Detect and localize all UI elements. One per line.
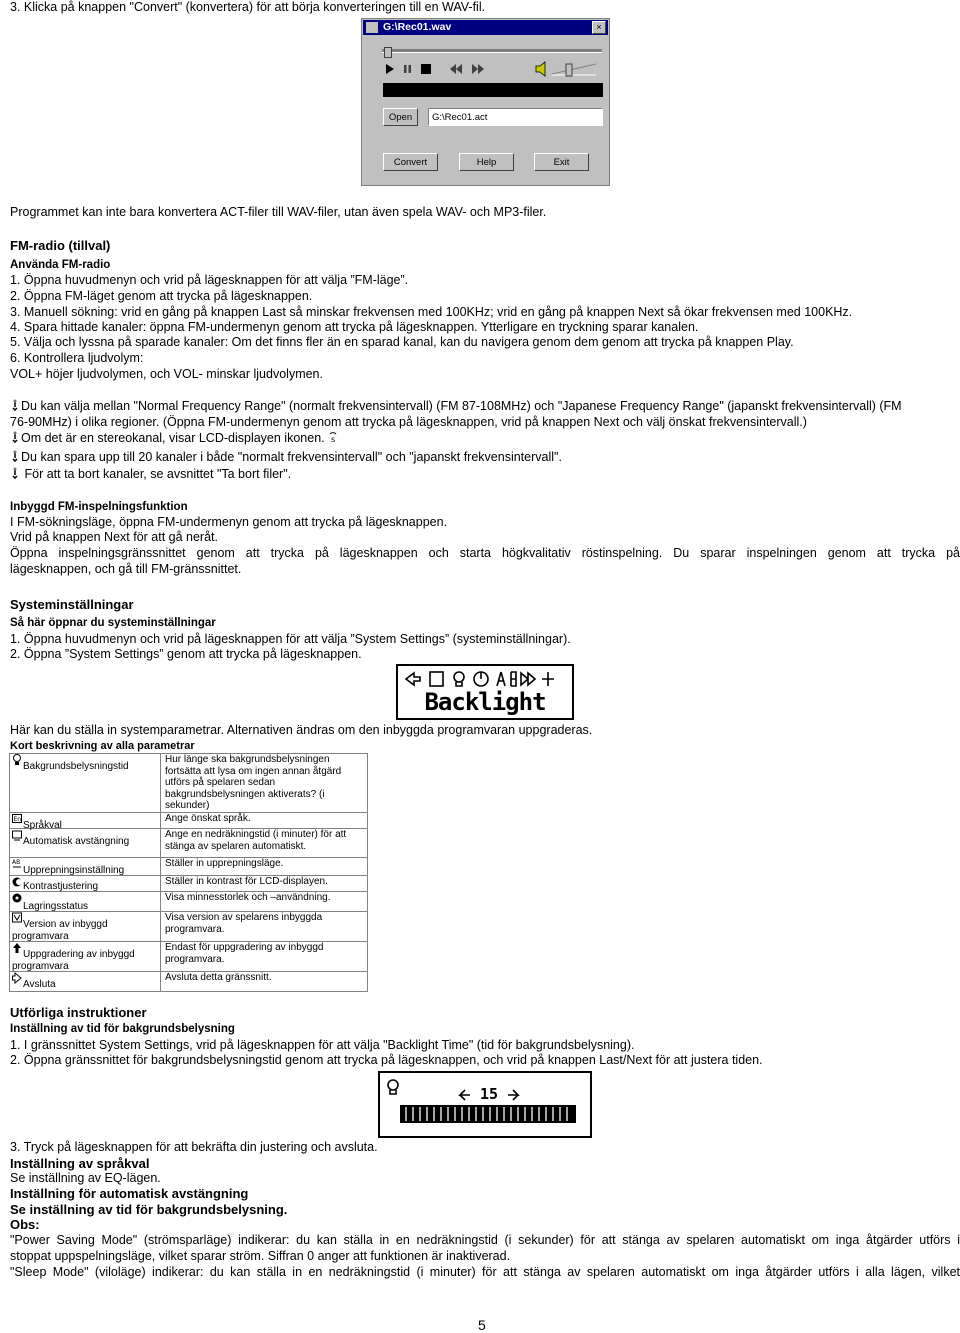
param-name: Språkval: [23, 820, 62, 831]
exit-icon: [12, 972, 22, 984]
close-icon[interactable]: ×: [592, 21, 606, 34]
lcd-icon-row: [398, 668, 572, 690]
language-en-icon: [12, 813, 22, 825]
param-name: Kontrastjustering: [23, 881, 99, 892]
table-heading: Kort beskrivning av alla parametrar: [10, 740, 195, 752]
fm-note-3: Du kan spara upp till 20 kanaler i både "normalt frekvensintervall" och "japanskt frekvensintervall".: [10, 450, 562, 465]
open-button[interactable]: Open: [383, 108, 418, 126]
volume-control[interactable]: [534, 61, 604, 77]
detail-step-3: 3. Tryck på lägesknappen för att bekräfta din justering och avsluta.: [10, 1140, 378, 1154]
fm-heading: FM-radio (tillval): [10, 238, 111, 253]
power-off-icon: [12, 829, 22, 841]
table-row: [10, 876, 368, 892]
stop-icon: [421, 64, 431, 74]
svg-text:s: s: [331, 435, 336, 443]
lcd-time-value: 15: [479, 1085, 499, 1103]
param-desc: Ställer in kontrast för LCD-displayen.: [161, 876, 368, 892]
fm-step-vol: VOL+ höjer ljudvolymen, och VOL- minskar ljudvolymen.: [10, 367, 323, 381]
sleep-mode-line: "Sleep Mode" (viloläge) indikerar: du kan ställa in en nedräkningstid (i minuter) för att stänga av spelaren automatiskt om inga åtgärder utförs i alla lägen, vilket: [10, 1265, 960, 1279]
auto-text: Se inställning av tid för bakgrundsbelysning.: [10, 1202, 288, 1217]
app-icon: [366, 22, 378, 33]
backlight-lcd: [396, 664, 574, 720]
param-name: Automatisk avstängning: [23, 836, 130, 847]
more-icon: [542, 672, 554, 686]
rec-line-4: lägesknappen, och gå till FM-gränssnittet.: [10, 562, 242, 576]
note-icon: [10, 450, 20, 462]
upgrade-icon: [12, 942, 22, 954]
transport-controls: [384, 62, 494, 76]
lightbulb-icon: [454, 672, 464, 682]
param-name: Uppgradering av inbyggd programvara: [12, 949, 135, 972]
converter-dialog: [361, 18, 610, 186]
rec-heading: Inbyggd FM-inspelningsfunktion: [10, 501, 188, 513]
param-desc: Visa minnesstorlek och –användning.: [161, 892, 368, 912]
decrease-arrow-icon: [460, 1090, 470, 1100]
svg-text:AB: AB: [12, 859, 21, 866]
lcd-backlight-text: Backlight: [424, 688, 546, 716]
param-name: Version av inbyggd programvara: [12, 919, 108, 942]
path-field[interactable]: G:\Rec01.act: [428, 108, 603, 126]
fm-note-2: Om det är en stereokanal, visar LCD-displayen ikonen. s: [10, 431, 339, 446]
forward-icon: [472, 64, 478, 74]
seek-thumb[interactable]: [384, 47, 392, 58]
version-icon: [12, 912, 22, 924]
power-saving-line-1: "Power Saving Mode" (strömsparläge) indikerar: du kan ställa in en nedräkningstid (i sekunder) för att stänga av spelaren automatiskt om inga åtgärder utförs i: [10, 1233, 960, 1247]
repeat-ab-icon: [12, 858, 22, 870]
fm-step-5: 5. Välja och lyssna på sparade kanaler: Om det finns fler än en sparad kanal, kan du navigera genom dem genom att trycka på knappen Play.: [10, 335, 794, 349]
table-row: [10, 829, 368, 858]
language-en-icon: [430, 672, 443, 686]
sys-step-1: 1. Öppna huvudmenyn och vrid på lägesknappen för att välja ”System Settings” (systeminställningar).: [10, 632, 571, 646]
lang-heading: Inställning av språkval: [10, 1156, 150, 1171]
table-row: [10, 912, 368, 942]
fm-step-1: 1. Öppna huvudmenyn och vrid på lägesknappen för att välja ”FM-läge”.: [10, 273, 409, 287]
sys-step-2: 2. Öppna ”System Settings” genom att trycka på lägesknappen.: [10, 647, 362, 661]
table-row: [10, 858, 368, 876]
table-row: [10, 942, 368, 972]
play-icon: [386, 64, 394, 74]
fm-note-1b: 76-90MHz) i olika regioner. (Öppna FM-undermenyn genom att trycka på lägesknappen, vrid på knappen Next och välj önskat frekvensintervall.): [10, 415, 807, 429]
table-row: [10, 972, 368, 992]
rec-line-2: Vrid på knappen Next för att gå neråt.: [10, 530, 218, 544]
fm-step-4: 4. Spara hittade kanaler: öppna FM-undermenyn genom att trycka på lägesknappen. Ytterligare en tryckning sparar kanalen.: [10, 320, 699, 334]
rewind-icon: [450, 64, 456, 74]
dialog-title: G:\Rec01.wav: [383, 21, 452, 33]
note-icon: [10, 431, 20, 443]
fm-step-2: 2. Öppna FM-läget genom att trycka på lägesknappen.: [10, 289, 313, 303]
stereo-icon: [328, 431, 338, 443]
back-arrow-icon: [406, 673, 420, 685]
backlight-time-lcd: [378, 1071, 592, 1138]
table-row: [10, 813, 368, 829]
power-saving-line-2: stoppat uppspelningsläge, vilket sparar ström. Siffran 0 anger att funktionen är inaktiverad.: [10, 1249, 511, 1263]
param-name: Avsluta: [23, 979, 56, 990]
storage-icon: [12, 892, 22, 904]
sys-heading: Systeminställningar: [10, 597, 134, 612]
sys-subheading: Så här öppnar du systeminställningar: [10, 617, 216, 629]
lang-text: Se inställning av EQ-lägen.: [10, 1171, 161, 1185]
fm-step-6: 6. Kontrollera ljudvolym:: [10, 351, 144, 365]
pause-icon: [404, 65, 407, 73]
fm-note-1: Du kan välja mellan "Normal Frequency Range" (normalt frekvensintervall) (FM 87-108MHz) och "Japanese Frequency Range" (japanskt frekvensintervall) (FM: [10, 399, 902, 414]
rec-line-1: I FM-sökningsläge, öppna FM-undermenyn genom att trycka på lägesknappen.: [10, 515, 448, 529]
param-desc: Visa version av spelarens inbyggda programvara.: [161, 912, 368, 942]
seek-track[interactable]: [382, 49, 602, 53]
param-desc: Ange önskat språk.: [161, 813, 368, 829]
note-icon: [10, 399, 20, 411]
lcd-time-graphic: [380, 1073, 590, 1136]
param-desc: Ställer in upprepningsläge.: [161, 858, 368, 876]
detail-step-1: 1. I gränssnittet System Settings, vrid på lägesknappen för att välja "Backlight Time" (tid för bakgrundsbelysning).: [10, 1038, 635, 1052]
param-name: Upprepningsinställning: [23, 865, 125, 876]
table-row: [10, 754, 368, 813]
increase-arrow-icon: [508, 1090, 518, 1100]
auto-heading: Inställning för automatisk avstängning: [10, 1186, 249, 1201]
info-display: [383, 83, 603, 97]
param-name: Bakgrundsbelysningstid: [23, 761, 129, 772]
svg-text:En: En: [13, 816, 22, 823]
help-button[interactable]: Help: [459, 153, 514, 171]
param-desc: Ange en nedräkningstid (i minuter) för att stänga av spelaren automatiskt.: [161, 829, 368, 858]
lightbulb-icon: [12, 754, 22, 766]
intro-text: Programmet kan inte bara konvertera ACT-filer till WAV-filer, utan även spela WAV- och MP3-filer.: [10, 205, 547, 219]
speaker-icon: [536, 62, 545, 76]
page-number: 5: [478, 1317, 486, 1333]
rec-line-3: Öppna inspelningsgränssnittet genom att trycka på lägesknappen och starta högkvalitativ röstinspelning. Du sparar inspelningen genom att trycka på: [10, 546, 960, 560]
table-row: [10, 892, 368, 912]
param-name: Lagringsstatus: [23, 901, 89, 912]
convert-button[interactable]: Convert: [383, 153, 438, 171]
convert-step: 3. Klicka på knappen "Convert" (konvertera) för att börja konverteringen till en WAV-fil.: [10, 0, 486, 14]
lightbulb-icon: [388, 1080, 398, 1094]
fm-step-3: 3. Manuell sökning: vrid en gång på knappen Last så minskar frekvensen med 100KHz; vrid en gång på knappen Next så ökar frekvensen med 100KHz.: [10, 305, 853, 319]
fm-subheading: Använda FM-radio: [10, 259, 111, 271]
obs-label: Obs:: [10, 1217, 40, 1232]
param-desc: Hur länge ska bakgrundsbelysningen fortsätta att lysa om ingen annan åtgärd utförs på spelaren sedan bakgrundsbelysningen aktiverats? (i sekunder): [161, 754, 368, 813]
detail-heading: Utförliga instruktioner: [10, 1005, 147, 1020]
contrast-icon: [12, 876, 22, 888]
note-icon: [10, 467, 20, 479]
repeat-ab-icon: [497, 672, 516, 686]
parameter-table: [9, 753, 368, 992]
param-desc: Endast för uppgradering av inbyggd programvara.: [161, 942, 368, 972]
param-desc: Avsluta detta gränssnitt.: [161, 972, 368, 992]
exit-button[interactable]: Exit: [534, 153, 589, 171]
volume-thumb: [566, 64, 572, 76]
dialog-title-bar: [363, 20, 608, 35]
detail-step-2: 2. Öppna gränssnittet för bakgrundsbelysningstid genom att trycka på lägesknappen, och vrid på knappen Last/Next för att justera tiden.: [10, 1053, 763, 1067]
fm-note-4: För att ta bort kanaler, se avsnittet "Ta bort filer".: [10, 467, 291, 482]
forward-icon: [521, 673, 535, 685]
detail-subheading: Inställning av tid för bakgrundsbelysning: [10, 1023, 235, 1035]
sys-after-text: Här kan du ställa in systemparametrar. Alternativen ändras om den inbyggda programvaran uppgraderas.: [10, 723, 593, 737]
